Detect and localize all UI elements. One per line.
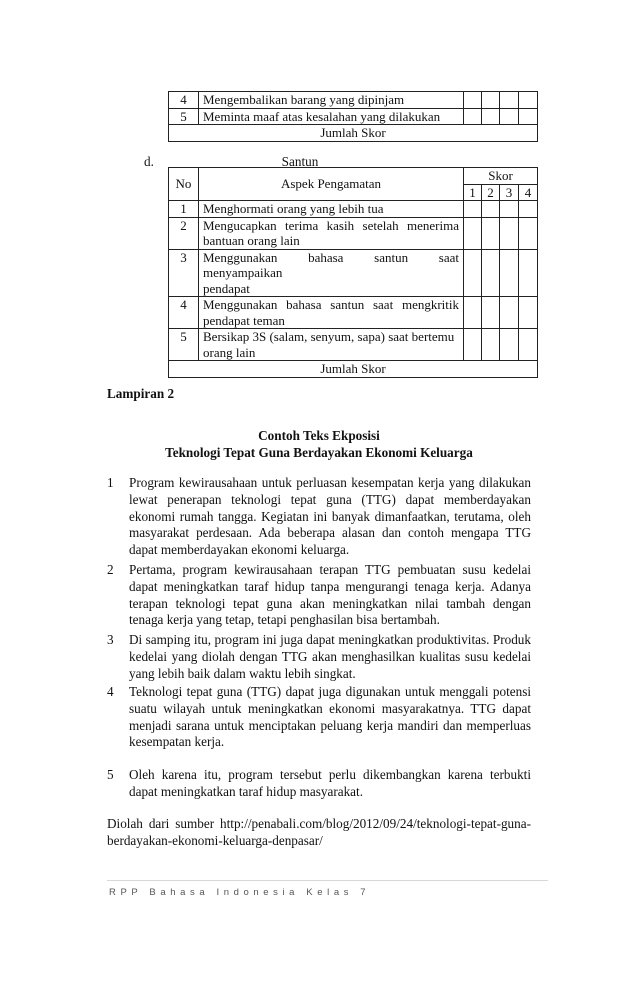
list-item	[107, 767, 531, 801]
table-total-row	[169, 361, 538, 378]
score-cell	[519, 249, 538, 297]
score-column-2: 2	[482, 184, 500, 201]
table-row	[169, 92, 538, 109]
score-cell	[464, 92, 482, 109]
table-row	[169, 108, 538, 125]
source-line: berdayakan-ekonomi-keluarga-denpasar/	[107, 833, 323, 848]
row-aspect: Menghormati orang yang lebih tua	[199, 201, 464, 218]
score-column-3: 3	[500, 184, 519, 201]
section-title: Santun	[281, 154, 319, 169]
row-number: 5	[169, 108, 199, 125]
total-label: Jumlah Skor	[169, 125, 538, 142]
row-aspect: Mengembalikan barang yang dipinjam	[199, 92, 464, 109]
paragraph-number: 3	[107, 632, 114, 647]
section-letter: d.	[144, 154, 154, 169]
score-cell	[500, 249, 519, 297]
header-aspect: Aspek Pengamatan	[199, 168, 464, 201]
header-score: Skor	[464, 168, 538, 185]
row-number: 4	[169, 297, 199, 329]
score-cell	[464, 201, 482, 218]
row-aspect: Mengucapkan terima kasih setelah menerima bantuan orang lain	[199, 217, 464, 249]
paragraph-text: Teknologi tepat guna (TTG) dapat juga digunakan untuk menggali potensi suatu wilayah untuk meningkatkan ekonomi masyarakatnya. TTG dapat menjadi sarana untuk menciptakan peluang kerja mandiri dan memperluas kesempatan kerja.	[129, 684, 531, 750]
score-cell	[482, 217, 500, 249]
paragraph-number: 1	[107, 475, 114, 490]
list-item	[107, 684, 531, 751]
paragraph-text: Oleh karena itu, program tersebut perlu dikembangkan karena terbukti dapat meningkatkan taraf hidup masyarakat.	[129, 767, 531, 799]
list-item	[107, 475, 531, 559]
score-cell	[464, 217, 482, 249]
score-cell	[500, 92, 519, 109]
score-column-4: 4	[519, 184, 538, 201]
row-number: 3	[169, 249, 199, 297]
paragraph-number: 5	[107, 767, 114, 782]
document-title: Contoh Teks Ekposisi	[258, 428, 380, 443]
rubric-table-santun	[168, 167, 538, 378]
score-cell	[500, 108, 519, 125]
score-cell	[464, 297, 482, 329]
page-footer: RPP Bahasa Indonesia Kelas 7	[109, 887, 371, 898]
score-cell	[519, 201, 538, 218]
score-cell	[482, 297, 500, 329]
score-cell	[519, 297, 538, 329]
paragraph-number: 2	[107, 562, 114, 577]
paragraph-number: 4	[107, 684, 114, 699]
score-cell	[482, 249, 500, 297]
document-subtitle: Teknologi Tepat Guna Berdayakan Ekonomi Keluarga	[165, 445, 473, 460]
row-aspect: Menggunakan bahasa santun saat menyampaikan pendapat	[199, 249, 464, 297]
row-aspect: Meminta maaf atas kesalahan yang dilakukan	[199, 108, 464, 125]
paragraph-text: Program kewirausahaan untuk perluasan kesempatan kerja yang dilakukan lewat penerapan teknologi tepat guna (TTG) dapat memberdayakan ekonomi rumah tangga. Kegiatan ini banyak dimanfaatkan, terutama, oleh masyarakat perdesaan. Ada beberapa alasan dan contoh mengapa TTG dapat memberdayakan ekonomi keluarga.	[129, 475, 531, 558]
table-row	[169, 201, 538, 218]
row-number: 5	[169, 329, 199, 361]
score-cell	[482, 108, 500, 125]
row-aspect: Menggunakan bahasa santun saat mengkritik pendapat teman	[199, 297, 464, 329]
table-total-row	[169, 125, 538, 142]
table-row	[169, 217, 538, 249]
paragraph-text: Pertama, program kewirausahaan terapan TTG pembuatan susu kedelai dapat meningkatkan taraf hidup tanpa mengurangi tenaga kerja. Adanya terapan teknologi tepat guna akan meningkatkan nilai tambah dengan tenaga kerja yang tetap, tetapi penghasilan bisa bertambah.	[129, 562, 531, 628]
score-cell	[500, 329, 519, 361]
list-item	[107, 562, 531, 629]
score-cell	[500, 217, 519, 249]
score-cell	[519, 108, 538, 125]
score-cell	[464, 329, 482, 361]
score-cell	[500, 297, 519, 329]
table-row	[169, 249, 538, 297]
table-row	[169, 297, 538, 329]
score-cell	[482, 329, 500, 361]
row-aspect: Bersikap 3S (salam, senyum, sapa) saat bertemu orang lain	[199, 329, 464, 361]
score-cell	[519, 92, 538, 109]
source-citation	[107, 815, 531, 849]
appendix-heading: Lampiran 2	[107, 386, 175, 401]
table-row	[169, 329, 538, 361]
row-number: 2	[169, 217, 199, 249]
list-item	[107, 632, 531, 682]
footer-divider	[107, 880, 548, 881]
score-cell	[500, 201, 519, 218]
rubric-table-c-tail	[168, 91, 538, 142]
score-cell	[519, 329, 538, 361]
score-cell	[464, 249, 482, 297]
row-number: 1	[169, 201, 199, 218]
score-column-1: 1	[464, 184, 482, 201]
score-cell	[482, 92, 500, 109]
header-no: No	[169, 168, 199, 201]
score-cell	[464, 108, 482, 125]
score-cell	[519, 217, 538, 249]
score-cell	[482, 201, 500, 218]
paragraph-text: Di samping itu, program ini juga dapat meningkatkan produktivitas. Produk kedelai yang diolah dengan TTG akan menghasilkan kualitas susu kedelai yang lebih baik dalam waktu lebih singkat.	[129, 632, 531, 681]
row-number: 4	[169, 92, 199, 109]
total-label: Jumlah Skor	[169, 361, 538, 378]
source-line: Diolah dari sumber http://penabali.com/blog/2012/09/24/teknologi-tepat-guna-	[107, 816, 531, 831]
